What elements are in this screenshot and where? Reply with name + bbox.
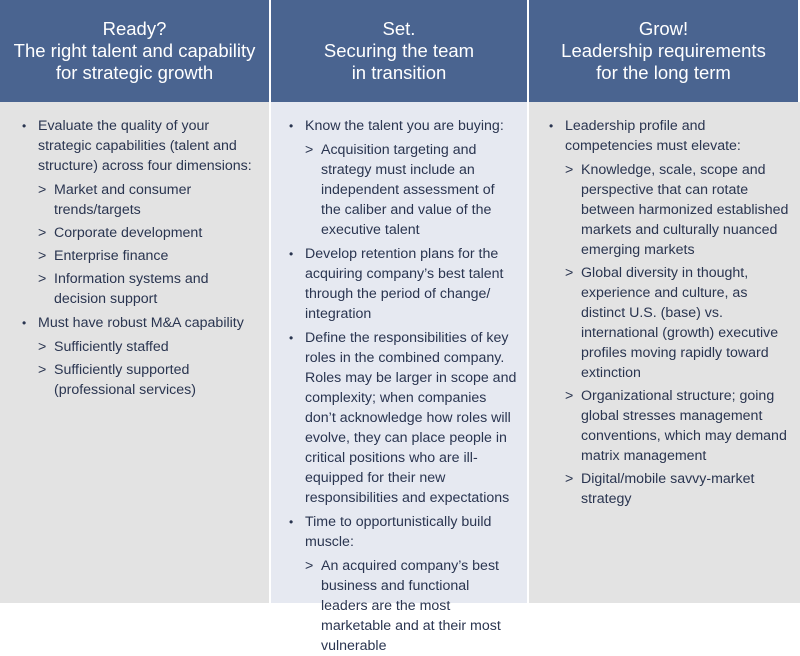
sub-item: [305, 140, 517, 240]
sub-item-text: Market and consumer trends/targets: [54, 182, 192, 218]
header-line: Securing the team: [323, 40, 475, 61]
chevron-icon: >: [565, 162, 574, 178]
bullet-icon: •: [22, 119, 27, 133]
bullet-list: [22, 116, 259, 400]
sub-item-text: Sufficiently staffed: [54, 339, 169, 355]
item-text: Time to opportunistically build muscle:: [305, 514, 492, 550]
sub-item: [38, 360, 259, 400]
sub-item: [565, 386, 790, 466]
item-text: Leadership profile and competencies must elevate:: [565, 118, 741, 154]
column-body-ready: [0, 102, 271, 603]
sub-list: [305, 140, 517, 240]
list-item: [22, 116, 259, 309]
sub-item: [38, 269, 259, 309]
header-line: Set.: [382, 18, 416, 39]
chevron-icon: >: [38, 339, 47, 355]
header-line: The right talent and capability: [13, 40, 256, 61]
sub-item-text: Organizational structure; going global stresses management conventions, which may demand matrix management: [581, 388, 787, 464]
sub-item-text: Global diversity in thought, experience and culture, as distinct U.S. (base) vs. international (growth) executive profiles moving rapidly toward extinction: [581, 265, 779, 381]
bullet-icon: •: [289, 119, 294, 133]
bullet-icon: •: [22, 316, 27, 330]
sub-item-text: Corporate development: [54, 225, 203, 241]
item-text: Develop retention plans for the acquiring company’s best talent through the period of change/ integration: [305, 246, 504, 322]
chevron-icon: >: [305, 142, 314, 158]
chevron-icon: >: [565, 265, 574, 281]
chevron-icon: >: [38, 271, 47, 287]
list-item: [22, 313, 259, 400]
list-item: [289, 328, 517, 508]
chevron-icon: >: [38, 248, 47, 264]
bullet-icon: •: [289, 515, 294, 529]
sub-item-text: Sufficiently supported (professional services): [54, 362, 196, 398]
sub-item-text: Information systems and decision support: [54, 271, 209, 307]
chevron-icon: >: [38, 225, 47, 241]
bullet-list: [549, 116, 790, 509]
sub-item-text: Enterprise finance: [54, 248, 169, 264]
bullet-icon: •: [289, 331, 294, 345]
item-text: Evaluate the quality of your strategic capabilities (talent and structure) across four dimensions:: [38, 118, 252, 174]
header-line: for strategic growth: [55, 62, 214, 83]
chevron-icon: >: [38, 362, 47, 378]
sub-list: [38, 180, 259, 309]
column-body-grow: [529, 102, 800, 603]
sub-item: [305, 556, 517, 656]
column-header-set: [271, 0, 529, 102]
sub-item: [565, 160, 790, 260]
sub-item-text: Acquisition targeting and strategy must include an independent assessment of the caliber and value of the executive talent: [321, 142, 495, 238]
sub-item: [38, 223, 259, 243]
bullet-list: [289, 116, 517, 656]
header-line: for the long term: [596, 62, 731, 83]
chevron-icon: >: [305, 558, 314, 574]
bullet-icon: •: [289, 247, 294, 261]
item-text: Must have robust M&A capability: [38, 315, 244, 331]
item-text: Define the responsibilities of key roles in the combined company. Roles may be larger in scope and complexity; when companies don’t acknowledge how roles will evolve, they can place people in critical positions who are ill-equipped for their new responsibilities and expectations: [305, 330, 517, 506]
sub-item-text: Knowledge, scale, scope and perspective that can rotate between harmonized established markets and culturally nuanced emerging markets: [581, 162, 789, 258]
header-line: in transition: [351, 62, 447, 83]
header-line: Leadership requirements: [561, 40, 766, 61]
bullet-icon: •: [549, 119, 554, 133]
sub-item: [565, 263, 790, 383]
column-header-ready: [0, 0, 271, 102]
chevron-icon: >: [565, 388, 574, 404]
column-header-grow: [529, 0, 800, 102]
sub-list: [565, 160, 790, 509]
sub-item: [38, 337, 259, 357]
list-item: [549, 116, 790, 509]
list-item: [289, 116, 517, 240]
item-text: Know the talent you are buying:: [305, 118, 504, 134]
header-line: Grow!: [638, 18, 689, 39]
header-line: Ready?: [102, 18, 167, 39]
sub-item-text: An acquired company’s best business and functional leaders are the most marketable and at their most vulnerable: [321, 558, 501, 654]
sub-list: [305, 556, 517, 656]
chevron-icon: >: [565, 471, 574, 487]
chevron-icon: >: [38, 182, 47, 198]
sub-item-text: Digital/mobile savvy-market strategy: [581, 471, 755, 507]
sub-item: [38, 246, 259, 266]
list-item: [289, 512, 517, 656]
list-item: [289, 244, 517, 324]
column-body-set: [271, 102, 529, 654]
sub-item: [565, 469, 790, 509]
sub-list: [38, 337, 259, 400]
sub-item: [38, 180, 259, 220]
